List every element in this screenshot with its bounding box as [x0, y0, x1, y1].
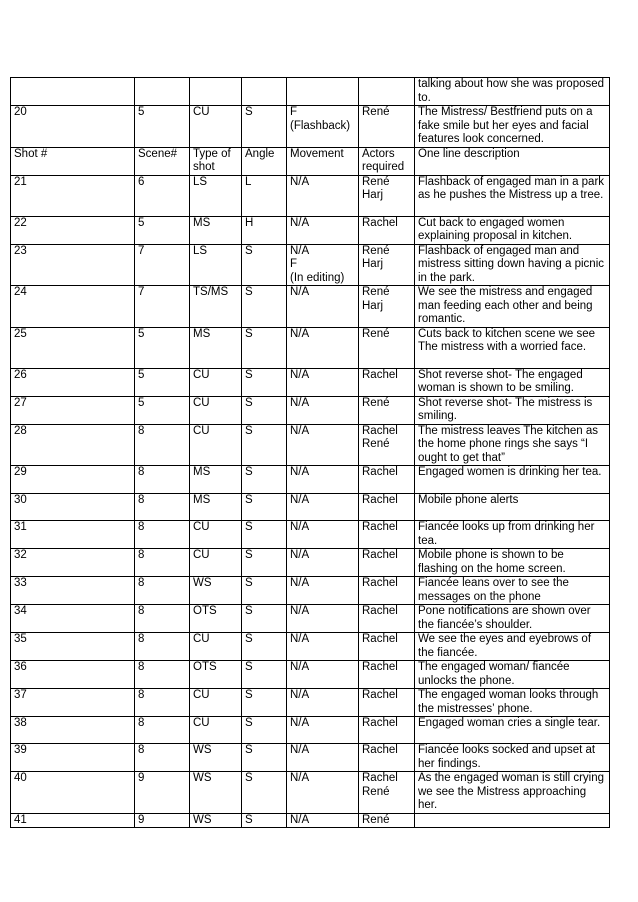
actors-cell: René — [359, 813, 415, 828]
description-cell: The mistress leaves The kitchen as the home phone rings she says “I ought to get that” — [415, 424, 610, 466]
angle-cell: S — [242, 106, 287, 148]
actors-cell: René — [359, 327, 415, 368]
table-row — [11, 466, 610, 494]
shot-number-cell: 25 — [11, 327, 135, 368]
description-cell: The engaged woman looks through the mistresses’ phone. — [415, 689, 610, 717]
description-cell: We see the mistress and engaged man feeding each other and being romantic. — [415, 286, 610, 328]
movement-cell: N/A — [287, 633, 359, 661]
movement-cell: N/A — [287, 216, 359, 244]
description-cell: Flashback of engaged man in a park as he pushes the Mistress up a tree. — [415, 175, 610, 216]
table-row — [11, 633, 610, 661]
shot-number-cell: 32 — [11, 549, 135, 577]
table-row — [11, 577, 610, 605]
movement-cell: N/A — [287, 286, 359, 328]
description-cell: Pone notifications are shown over the fiancée’s shoulder. — [415, 605, 610, 633]
table-row — [11, 244, 610, 286]
movement-cell: N/A — [287, 368, 359, 396]
angle-cell: S — [242, 772, 287, 814]
scene-number-cell: 5 — [135, 368, 190, 396]
actors-cell: Rachel — [359, 689, 415, 717]
shot-type-cell: MS — [190, 494, 242, 521]
table-row — [11, 368, 610, 396]
shot-type-cell: OTS — [190, 661, 242, 689]
shot-type-cell: WS — [190, 744, 242, 772]
scene-number-cell: 8 — [135, 466, 190, 494]
movement-cell: F (Flashback) — [287, 106, 359, 148]
table-row — [11, 424, 610, 466]
shot-number-cell: 22 — [11, 216, 135, 244]
movement-cell: N/A — [287, 396, 359, 424]
scene-number-cell: 9 — [135, 772, 190, 814]
scene-number-cell: 7 — [135, 286, 190, 328]
angle-cell: S — [242, 286, 287, 328]
shot-number-cell: 27 — [11, 396, 135, 424]
angle-cell: S — [242, 494, 287, 521]
scene-number-cell: 8 — [135, 605, 190, 633]
scene-number-cell: 8 — [135, 744, 190, 772]
shot-number-cell: 23 — [11, 244, 135, 286]
angle-cell: S — [242, 327, 287, 368]
angle-cell: S — [242, 717, 287, 744]
description-cell: One line description — [415, 147, 610, 175]
shot-type-cell: TS/MS — [190, 286, 242, 328]
angle-cell: L — [242, 175, 287, 216]
table-row — [11, 772, 610, 814]
description-cell: Shot reverse shot- The engaged woman is shown to be smiling. — [415, 368, 610, 396]
movement-cell: N/A — [287, 494, 359, 521]
description-cell: The Mistress/ Bestfriend puts on a fake smile but her eyes and facial features look concerned. — [415, 106, 610, 148]
scene-number-cell — [135, 78, 190, 106]
table-row — [11, 396, 610, 424]
scene-number-cell: 8 — [135, 689, 190, 717]
movement-cell: N/A — [287, 424, 359, 466]
actors-cell: Rachel — [359, 633, 415, 661]
shot-type-cell: CU — [190, 717, 242, 744]
shot-type-cell: CU — [190, 633, 242, 661]
movement-cell: N/A — [287, 521, 359, 549]
shot-type-cell: MS — [190, 216, 242, 244]
movement-cell: N/A — [287, 813, 359, 828]
angle-cell: S — [242, 605, 287, 633]
angle-cell: S — [242, 661, 287, 689]
table-row — [11, 494, 610, 521]
movement-cell: N/A — [287, 661, 359, 689]
movement-cell: N/A — [287, 327, 359, 368]
shot-type-cell: CU — [190, 549, 242, 577]
scene-number-cell: 8 — [135, 549, 190, 577]
shot-type-cell: CU — [190, 396, 242, 424]
description-cell: Shot reverse shot- The mistress is smiling. — [415, 396, 610, 424]
scene-number-cell: 8 — [135, 633, 190, 661]
shot-type-cell: WS — [190, 577, 242, 605]
table-row — [11, 286, 610, 328]
description-cell: talking about how she was proposed to. — [415, 78, 610, 106]
movement-cell: N/A — [287, 577, 359, 605]
description-cell: Engaged woman cries a single tear. — [415, 717, 610, 744]
actors-cell: Rachel René — [359, 772, 415, 814]
shot-type-cell: CU — [190, 521, 242, 549]
description-cell: Fiancée looks up from drinking her tea. — [415, 521, 610, 549]
shot-number-cell: 36 — [11, 661, 135, 689]
actors-cell: Rachel — [359, 494, 415, 521]
description-cell: Fiancée looks socked and upset at her findings. — [415, 744, 610, 772]
shot-number-cell: 38 — [11, 717, 135, 744]
description-cell: Mobile phone alerts — [415, 494, 610, 521]
actors-cell: René Harj — [359, 244, 415, 286]
actors-cell: Rachel — [359, 717, 415, 744]
scene-number-cell: 6 — [135, 175, 190, 216]
scene-number-cell: 8 — [135, 424, 190, 466]
description-cell: We see the eyes and eyebrows of the fiancée. — [415, 633, 610, 661]
movement-cell: Movement — [287, 147, 359, 175]
shot-number-cell: 26 — [11, 368, 135, 396]
shot-number-cell: Shot # — [11, 147, 135, 175]
table-row — [11, 175, 610, 216]
shot-number-cell: 24 — [11, 286, 135, 328]
actors-cell: Rachel — [359, 549, 415, 577]
description-cell — [415, 813, 610, 828]
angle-cell: S — [242, 577, 287, 605]
actors-cell: Rachel — [359, 216, 415, 244]
actors-cell: Rachel — [359, 368, 415, 396]
scene-number-cell: 8 — [135, 521, 190, 549]
description-cell: Fiancée leans over to see the messages on the phone — [415, 577, 610, 605]
shot-list-table — [10, 77, 610, 828]
actors-cell — [359, 78, 415, 106]
description-cell: Mobile phone is shown to be flashing on the home screen. — [415, 549, 610, 577]
description-cell: Cut back to engaged women explaining proposal in kitchen. — [415, 216, 610, 244]
actors-cell: Rachel — [359, 661, 415, 689]
movement-cell — [287, 78, 359, 106]
table-row — [11, 521, 610, 549]
shot-number-cell: 31 — [11, 521, 135, 549]
table-row — [11, 216, 610, 244]
table-row — [11, 605, 610, 633]
angle-cell: S — [242, 744, 287, 772]
shot-number-cell: 20 — [11, 106, 135, 148]
table-row — [11, 549, 610, 577]
actors-cell: Rachel René — [359, 424, 415, 466]
angle-cell: S — [242, 633, 287, 661]
movement-cell: N/A — [287, 772, 359, 814]
actors-cell: René — [359, 106, 415, 148]
shot-type-cell: MS — [190, 327, 242, 368]
shot-number-cell: 39 — [11, 744, 135, 772]
angle-cell: S — [242, 466, 287, 494]
scene-number-cell: 8 — [135, 494, 190, 521]
angle-cell — [242, 78, 287, 106]
shot-number-cell: 33 — [11, 577, 135, 605]
description-cell: The engaged woman/ fiancée unlocks the phone. — [415, 661, 610, 689]
actors-cell: René Harj — [359, 286, 415, 328]
scene-number-cell: 5 — [135, 106, 190, 148]
shot-type-cell: CU — [190, 424, 242, 466]
shot-number-cell: 41 — [11, 813, 135, 828]
shot-number-cell: 34 — [11, 605, 135, 633]
table-row — [11, 327, 610, 368]
scene-number-cell: 8 — [135, 717, 190, 744]
table-row — [11, 717, 610, 744]
actors-cell: Rachel — [359, 521, 415, 549]
table-row — [11, 689, 610, 717]
shot-type-cell: WS — [190, 813, 242, 828]
shot-type-cell: LS — [190, 175, 242, 216]
angle-cell: Angle — [242, 147, 287, 175]
description-cell: Engaged women is drinking her tea. — [415, 466, 610, 494]
movement-cell: N/A — [287, 466, 359, 494]
table-header-row — [11, 147, 610, 175]
shot-list-body — [11, 78, 610, 828]
description-cell: As the engaged woman is still crying we see the Mistress approaching her. — [415, 772, 610, 814]
shot-type-cell: CU — [190, 689, 242, 717]
movement-cell: N/A — [287, 717, 359, 744]
angle-cell: S — [242, 521, 287, 549]
movement-cell: N/A F (In editing) — [287, 244, 359, 286]
shot-number-cell: 37 — [11, 689, 135, 717]
shot-type-cell: LS — [190, 244, 242, 286]
shot-number-cell: 30 — [11, 494, 135, 521]
description-cell: Flashback of engaged man and mistress sitting down having a picnic in the park. — [415, 244, 610, 286]
description-cell: Cuts back to kitchen scene we see The mistress with a worried face. — [415, 327, 610, 368]
scene-number-cell: 5 — [135, 327, 190, 368]
angle-cell: S — [242, 689, 287, 717]
shot-type-cell: CU — [190, 368, 242, 396]
shot-type-cell: OTS — [190, 605, 242, 633]
angle-cell: S — [242, 244, 287, 286]
actors-cell: René Harj — [359, 175, 415, 216]
shot-type-cell — [190, 78, 242, 106]
angle-cell: H — [242, 216, 287, 244]
actors-cell: Rachel — [359, 605, 415, 633]
scene-number-cell: 8 — [135, 577, 190, 605]
shot-number-cell: 40 — [11, 772, 135, 814]
table-row — [11, 813, 610, 828]
angle-cell: S — [242, 813, 287, 828]
actors-cell: Actors required — [359, 147, 415, 175]
scene-number-cell: Scene# — [135, 147, 190, 175]
shot-type-cell: WS — [190, 772, 242, 814]
scene-number-cell: 5 — [135, 396, 190, 424]
shot-number-cell — [11, 78, 135, 106]
table-row — [11, 106, 610, 148]
actors-cell: Rachel — [359, 466, 415, 494]
table-row — [11, 744, 610, 772]
movement-cell: N/A — [287, 175, 359, 216]
shot-type-cell: MS — [190, 466, 242, 494]
angle-cell: S — [242, 368, 287, 396]
shot-number-cell: 21 — [11, 175, 135, 216]
actors-cell: René — [359, 396, 415, 424]
table-row — [11, 661, 610, 689]
angle-cell: S — [242, 424, 287, 466]
movement-cell: N/A — [287, 549, 359, 577]
scene-number-cell: 5 — [135, 216, 190, 244]
scene-number-cell: 9 — [135, 813, 190, 828]
movement-cell: N/A — [287, 744, 359, 772]
shot-number-cell: 35 — [11, 633, 135, 661]
table-row — [11, 78, 610, 106]
shot-type-cell: CU — [190, 106, 242, 148]
movement-cell: N/A — [287, 605, 359, 633]
scene-number-cell: 7 — [135, 244, 190, 286]
shot-number-cell: 28 — [11, 424, 135, 466]
actors-cell: Rachel — [359, 744, 415, 772]
angle-cell: S — [242, 549, 287, 577]
shot-number-cell: 29 — [11, 466, 135, 494]
shot-type-cell: Type of shot — [190, 147, 242, 175]
actors-cell: Rachel — [359, 577, 415, 605]
angle-cell: S — [242, 396, 287, 424]
movement-cell: N/A — [287, 689, 359, 717]
scene-number-cell: 8 — [135, 661, 190, 689]
